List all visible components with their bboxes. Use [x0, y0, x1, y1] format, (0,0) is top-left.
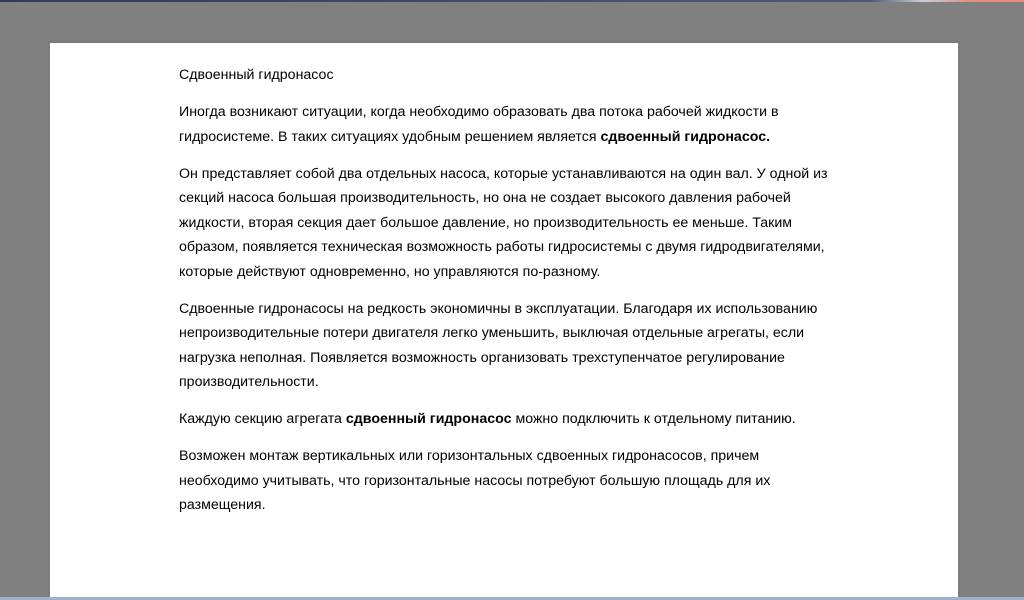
- text-line: непроизводительные потери двигателя легко уменьшить, выключая отдельные агрегаты, если: [179, 325, 805, 341]
- text-line: размещения.: [179, 497, 266, 513]
- paragraph-4: [179, 407, 828, 432]
- text-line: секций насоса большая производительность, но она не создает высокого давления рабочей: [179, 190, 791, 206]
- text-line: нагрузка неполная. Появляется возможность организовать трехступенчатое регулирование: [179, 349, 785, 366]
- document-title: [179, 63, 828, 88]
- document-body: [179, 63, 828, 530]
- text-line: Сдвоенные гидронасосы на редкость экономичны в эксплуатации. Благодаря их использованию: [179, 300, 818, 317]
- paragraph-5: [179, 444, 828, 518]
- window-top-bar: [0, 0, 1024, 2]
- paragraph-2: [179, 162, 828, 285]
- text-line: Иногда возникают ситуации, когда необходимо образовать два потока рабочей жидкости в: [179, 104, 779, 120]
- text-run: гидросистеме. В таких ситуациях удобным решением является: [179, 128, 601, 145]
- document-page[interactable]: [50, 43, 958, 600]
- text-run: Каждую секцию агрегата: [179, 411, 346, 427]
- text-line: производительности.: [179, 374, 319, 390]
- text-line: Он представляет собой два отдельных насоса, которые устанавливаются на один вал. У одной из: [179, 165, 828, 182]
- text-line: жидкости, вторая секция дает большое давление, но производительность ее меньше. Таким: [179, 214, 793, 231]
- text-line: необходимо учитывать, что горизонтальные насосы потребуют большую площадь для их: [179, 472, 771, 489]
- text-line: образом, появляется техническая возможность работы гидросистемы с двумя гидродвигателями,: [179, 239, 825, 255]
- text-line: Возможен монтаж вертикальных или горизонтальных сдвоенных гидронасосов, причем: [179, 448, 760, 464]
- bold-text: сдвоенный гидронасос: [345, 411, 512, 427]
- text-run: можно подключить к отдельному питанию.: [511, 411, 796, 427]
- text-line: [179, 125, 828, 150]
- paragraph-1: [179, 100, 828, 149]
- text-line: [179, 407, 828, 432]
- title-text: Сдвоенный гидронасос: [179, 67, 334, 83]
- text-line: которые действуют одновременно, но управляются по-разному.: [179, 263, 601, 280]
- paragraph-3: [179, 297, 828, 395]
- bold-text: сдвоенный гидронасос.: [600, 128, 771, 145]
